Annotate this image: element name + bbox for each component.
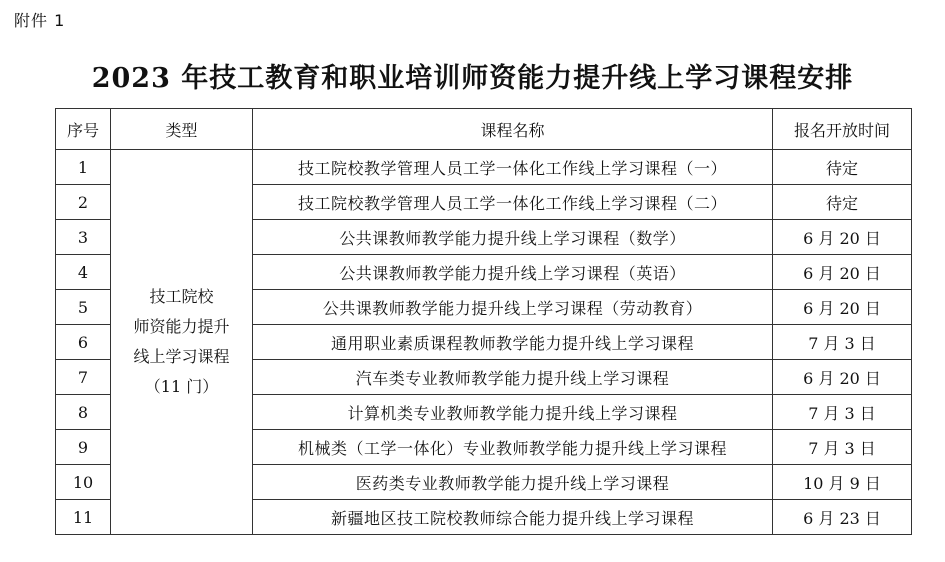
row-number: 3 (56, 220, 111, 255)
course-name: 技工院校教学管理人员工学一体化工作线上学习课程（一） (253, 150, 773, 185)
registration-date: 待定 (773, 150, 912, 185)
registration-date: 6 月 20 日 (773, 220, 912, 255)
course-name: 技工院校教学管理人员工学一体化工作线上学习课程（二） (253, 185, 773, 220)
registration-date: 6 月 20 日 (773, 290, 912, 325)
course-schedule-table (55, 108, 912, 535)
row-number: 1 (56, 150, 111, 185)
header-registration-date: 报名开放时间 (773, 109, 912, 150)
registration-date: 10 月 9 日 (773, 465, 912, 500)
attachment-label: 附件 1 (14, 11, 66, 30)
table-header-row (56, 109, 912, 150)
registration-date: 7 月 3 日 (773, 430, 912, 465)
course-name: 汽车类专业教师教学能力提升线上学习课程 (253, 360, 773, 395)
page-title: 2023 年技工教育和职业培训师资能力提升线上学习课程安排 (91, 63, 854, 94)
header-course-name: 课程名称 (253, 109, 773, 150)
course-type-cell (111, 150, 253, 535)
course-name: 通用职业素质课程教师教学能力提升线上学习课程 (253, 325, 773, 360)
course-name: 计算机类专业教师教学能力提升线上学习课程 (253, 395, 773, 430)
registration-date: 6 月 23 日 (773, 500, 912, 535)
course-name: 公共课教师教学能力提升线上学习课程（数学） (253, 220, 773, 255)
registration-date: 6 月 20 日 (773, 255, 912, 290)
row-number: 8 (56, 395, 111, 430)
row-number: 5 (56, 290, 111, 325)
type-line: 线上学习课程 (133, 347, 230, 366)
type-line: 师资能力提升 (133, 317, 230, 336)
registration-date: 6 月 20 日 (773, 360, 912, 395)
course-name: 新疆地区技工院校教师综合能力提升线上学习课程 (253, 500, 773, 535)
row-number: 9 (56, 430, 111, 465)
course-name: 医药类专业教师教学能力提升线上学习课程 (253, 465, 773, 500)
type-line: （11 门） (144, 377, 219, 396)
table-row (56, 150, 912, 185)
type-line: 技工院校 (149, 287, 214, 306)
registration-date: 待定 (773, 185, 912, 220)
row-number: 4 (56, 255, 111, 290)
header-type: 类型 (111, 109, 253, 150)
registration-date: 7 月 3 日 (773, 325, 912, 360)
row-number: 2 (56, 185, 111, 220)
course-name: 公共课教师教学能力提升线上学习课程（英语） (253, 255, 773, 290)
row-number: 10 (56, 465, 111, 500)
header-number: 序号 (56, 109, 111, 150)
registration-date: 7 月 3 日 (773, 395, 912, 430)
course-name: 机械类（工学一体化）专业教师教学能力提升线上学习课程 (253, 430, 773, 465)
row-number: 11 (56, 500, 111, 535)
row-number: 6 (56, 325, 111, 360)
course-name: 公共课教师教学能力提升线上学习课程（劳动教育） (253, 290, 773, 325)
row-number: 7 (56, 360, 111, 395)
